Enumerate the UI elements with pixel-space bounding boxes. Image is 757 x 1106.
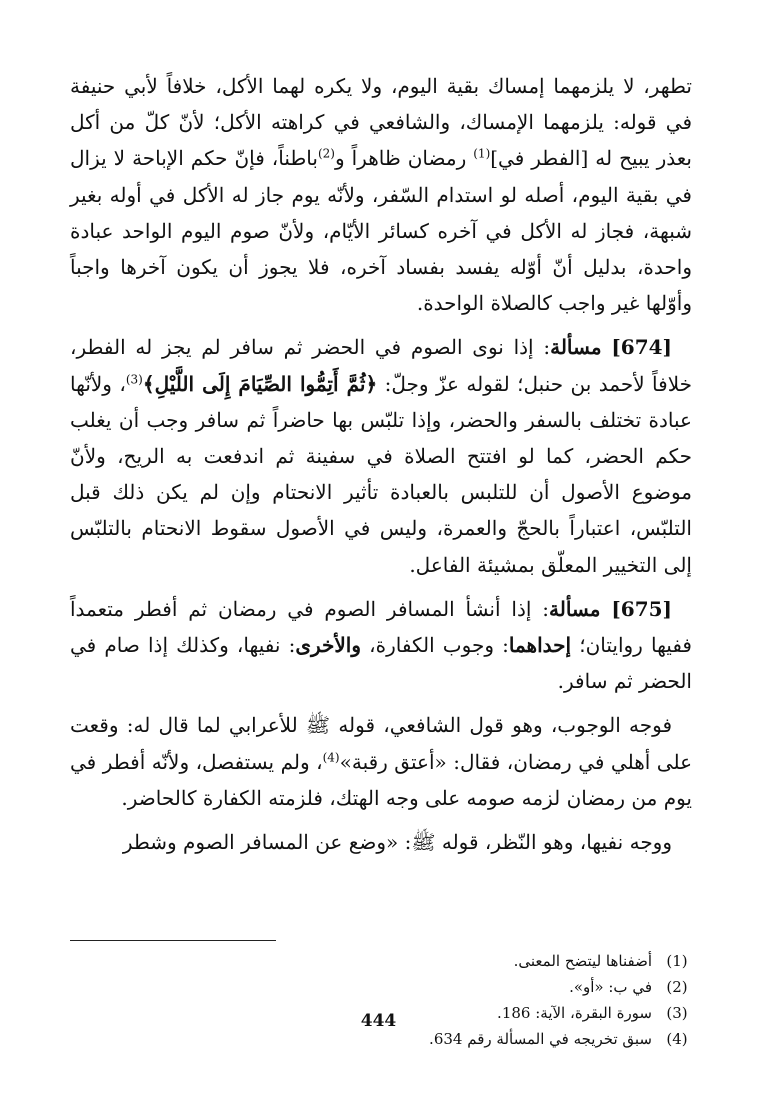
- keyword-other: والأخرى: [295, 633, 361, 658]
- footnote-separator: [70, 940, 276, 941]
- footnote-ref-4: (4): [322, 750, 340, 764]
- issue-675: [675] مسألة: إذا أنشأ المسافر الصوم في رمضان ثم أفطر متعمداً ففيها روايتان؛ إحداهما: وجوب الكفارة، والأخرى: نفيها، وكذلك إذا صام في الحضر ثم سافر.: [70, 596, 692, 694]
- issue-keyword: مسألة: [550, 335, 602, 360]
- paragraph-obligation: فوجه الوجوب، وهو قول الشافعي، قوله ﷺ للأعرابي لما قال له: وقعت على أهلي في رمضان، فقال: «أعتق رقبة»$^{(4)}$، ولم يستفصل، ولأنّه أفطر في يوم من رمضان لزمه صومه على وجه الهتك، فلزمته الكفارة كالحاضر.: [70, 713, 693, 810]
- page-number: 444: [360, 1011, 397, 1031]
- footnote-ref-2: (2): [317, 146, 335, 161]
- issue-keyword: مسألة: [549, 596, 601, 621]
- issue-number: [675]: [611, 596, 672, 621]
- paragraph-continuation: تطهر، لا يلزمهما إمساك بقية اليوم، ولا يكره لهما الأكل، خلافاً لأبي حنيفة في قوله: يلزمهما الإمساك، والشافعي في كراهته الأكل؛ لأنّ كلّ من أكل بعذر يبيح له [الفطر في]$^{(1)}$ رمضان ظاهراً و$^{(2)}$باطناً، فإنّ حكم الإباحة لا يزال في بقية اليوم، أصله لو استدام السّفر، ولأنّه يوم جاز له الأكل في أوله بغير شبهة، فجاز له الأكل في آخره كسائر الأيّام، ولأنّ صوم اليوم الواحد عبادة واحدة، بدليل أنّ أوّله يفسد بفساد آخره، فلا يجوز أن يكون آخرها واجباً وأوّلها غير واجب كالصلاة الواحدة.: [70, 74, 692, 316]
- issue-674: [674] مسألة: إذا نوى الصوم في الحضر ثم سافر لم يجز له الفطر، خلافاً لأحمد بن حنبل؛ لقوله عزّ وجلّ: ﴿ثُمَّ أَتِمُّوا الصِّيَامَ إِلَى اللَّيْلِ﴾$^{(3)}$، ولأنّها عبادة تختلف بالسفر والحضر، وإذا تلبّس بها حاضراً ثم سافر وجب أن يغلب حكم الحضر، كما لو افتتح الصلاة في سفينة ثم اندفعت به الريح، ولأنّ موضوع الأصول أن للتلبس بالعبادة تأثير الانحتام وإن لم يكن ذلك قبل التلبّس، اعتباراً بالحجّ والعمرة، وليس في الأصول سقوط الانحتام بالتلبّس إلى التخيير المعلّق بمشيئة الفاعل.: [70, 335, 692, 577]
- footnote-ref-1: (1): [473, 146, 491, 161]
- footnote: (4) سبق تخريجه في المسألة رقم 634.: [429, 1030, 688, 1048]
- footnote: (3) سورة البقرة، الآية: 186.: [497, 1004, 688, 1022]
- paragraph-negation: ووجه نفيها، وهو النّظر، قوله ﷺ: «وضع عن المسافر الصوم وشطر: [122, 830, 672, 855]
- footnotes: [70, 948, 692, 1052]
- footnote: (2) في ب: «أو».: [569, 978, 688, 996]
- quran-verse: ﴿ثُمَّ أَتِمُّوا الصِّيَامَ إِلَى اللَّيْلِ﴾: [142, 371, 378, 396]
- footnote-ref-3: (3): [125, 371, 143, 386]
- issue-number: [674]: [611, 335, 673, 360]
- keyword-first: إحداهما: [508, 633, 572, 658]
- footnote: (1) أضفناها ليتضح المعنى.: [513, 952, 688, 970]
